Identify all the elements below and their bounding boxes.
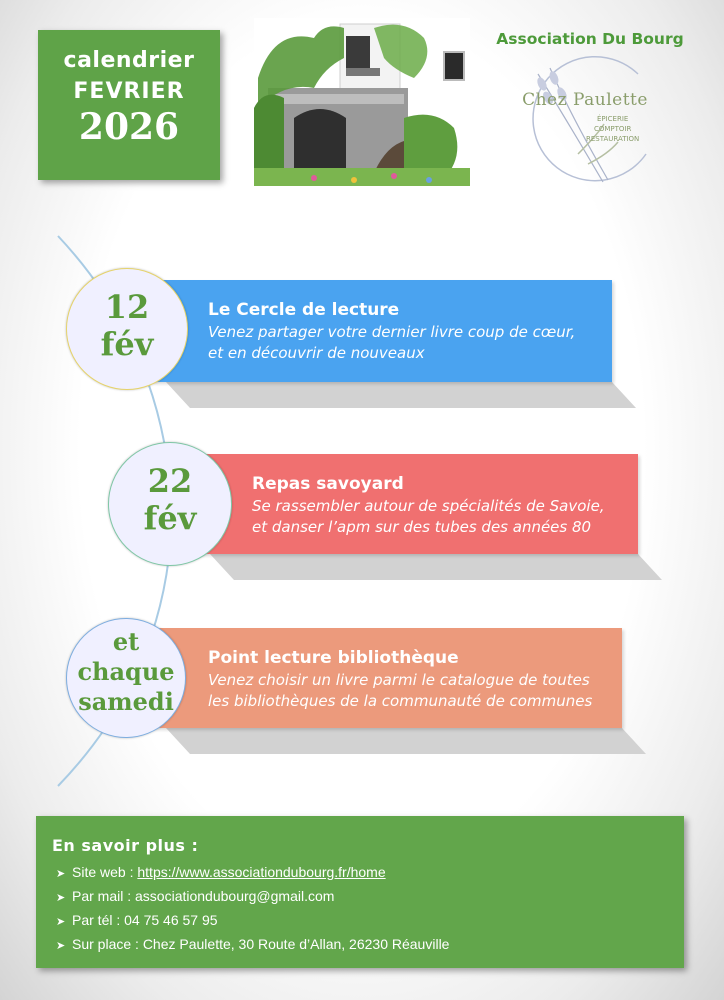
date-line-chaque: chaque: [77, 657, 175, 686]
arrow-right-icon: ➤: [56, 892, 66, 904]
list-item-tel: ➤ Par tél : 04 75 46 57 95: [56, 908, 449, 932]
info-box: [36, 816, 684, 968]
header-year: 2026: [78, 106, 180, 148]
contact-list: [56, 860, 449, 956]
list-item-mail: ➤ Par mail : associationdubourg@gmail.com: [56, 884, 449, 908]
date-month: fév: [143, 499, 197, 537]
event-description: Se rassembler autour de spécialités de Savoie, et danser l’apm sur des tubes des années 80: [252, 497, 605, 536]
list-item-site: ➤ Site web : https://www.associationdubourg.fr/home: [56, 860, 449, 884]
date-line-samedi: samedi: [78, 687, 174, 716]
arrow-right-icon: ➤: [56, 868, 66, 880]
date-day: 22: [147, 462, 193, 500]
date-line-et: et: [112, 627, 140, 656]
date-circle: [108, 442, 232, 566]
event-title: Repas savoyard: [252, 474, 404, 494]
arrow-right-icon: ➤: [56, 916, 66, 928]
event-title: Le Cercle de lecture: [208, 300, 400, 320]
website-link[interactable]: https://www.associationdubourg.fr/home: [137, 864, 386, 880]
header-month: FEVRIER: [73, 79, 185, 104]
logo-name: Chez Paulette: [522, 90, 648, 110]
date-circle: [66, 618, 186, 738]
date-month: fév: [100, 325, 154, 363]
date-day: 12: [104, 288, 150, 326]
event-title: Point lecture bibliothèque: [208, 648, 459, 668]
association-title: Association Du Bourg: [496, 30, 684, 48]
event-description: Venez partager votre dernier livre coup de cœur, et en découvrir de nouveaux: [208, 323, 576, 362]
header-calendrier: calendrier: [63, 48, 195, 73]
list-item-place: ➤ Sur place : Chez Paulette, 30 Route d’Allan, 26230 Réauville: [56, 932, 449, 956]
info-title: En savoir plus :: [52, 836, 199, 855]
arrow-right-icon: ➤: [56, 940, 66, 952]
events-timeline: [0, 230, 724, 790]
date-circle: [66, 268, 188, 390]
logo-subtitle: ÉPICERIE COMPTOIR RESTAURATION: [586, 115, 640, 143]
calendar-header: [38, 30, 220, 180]
building-photo: [254, 18, 470, 186]
event-description: Venez choisir un livre parmi le catalogue de toutes les bibliothèques de la communauté de communes: [208, 671, 593, 710]
